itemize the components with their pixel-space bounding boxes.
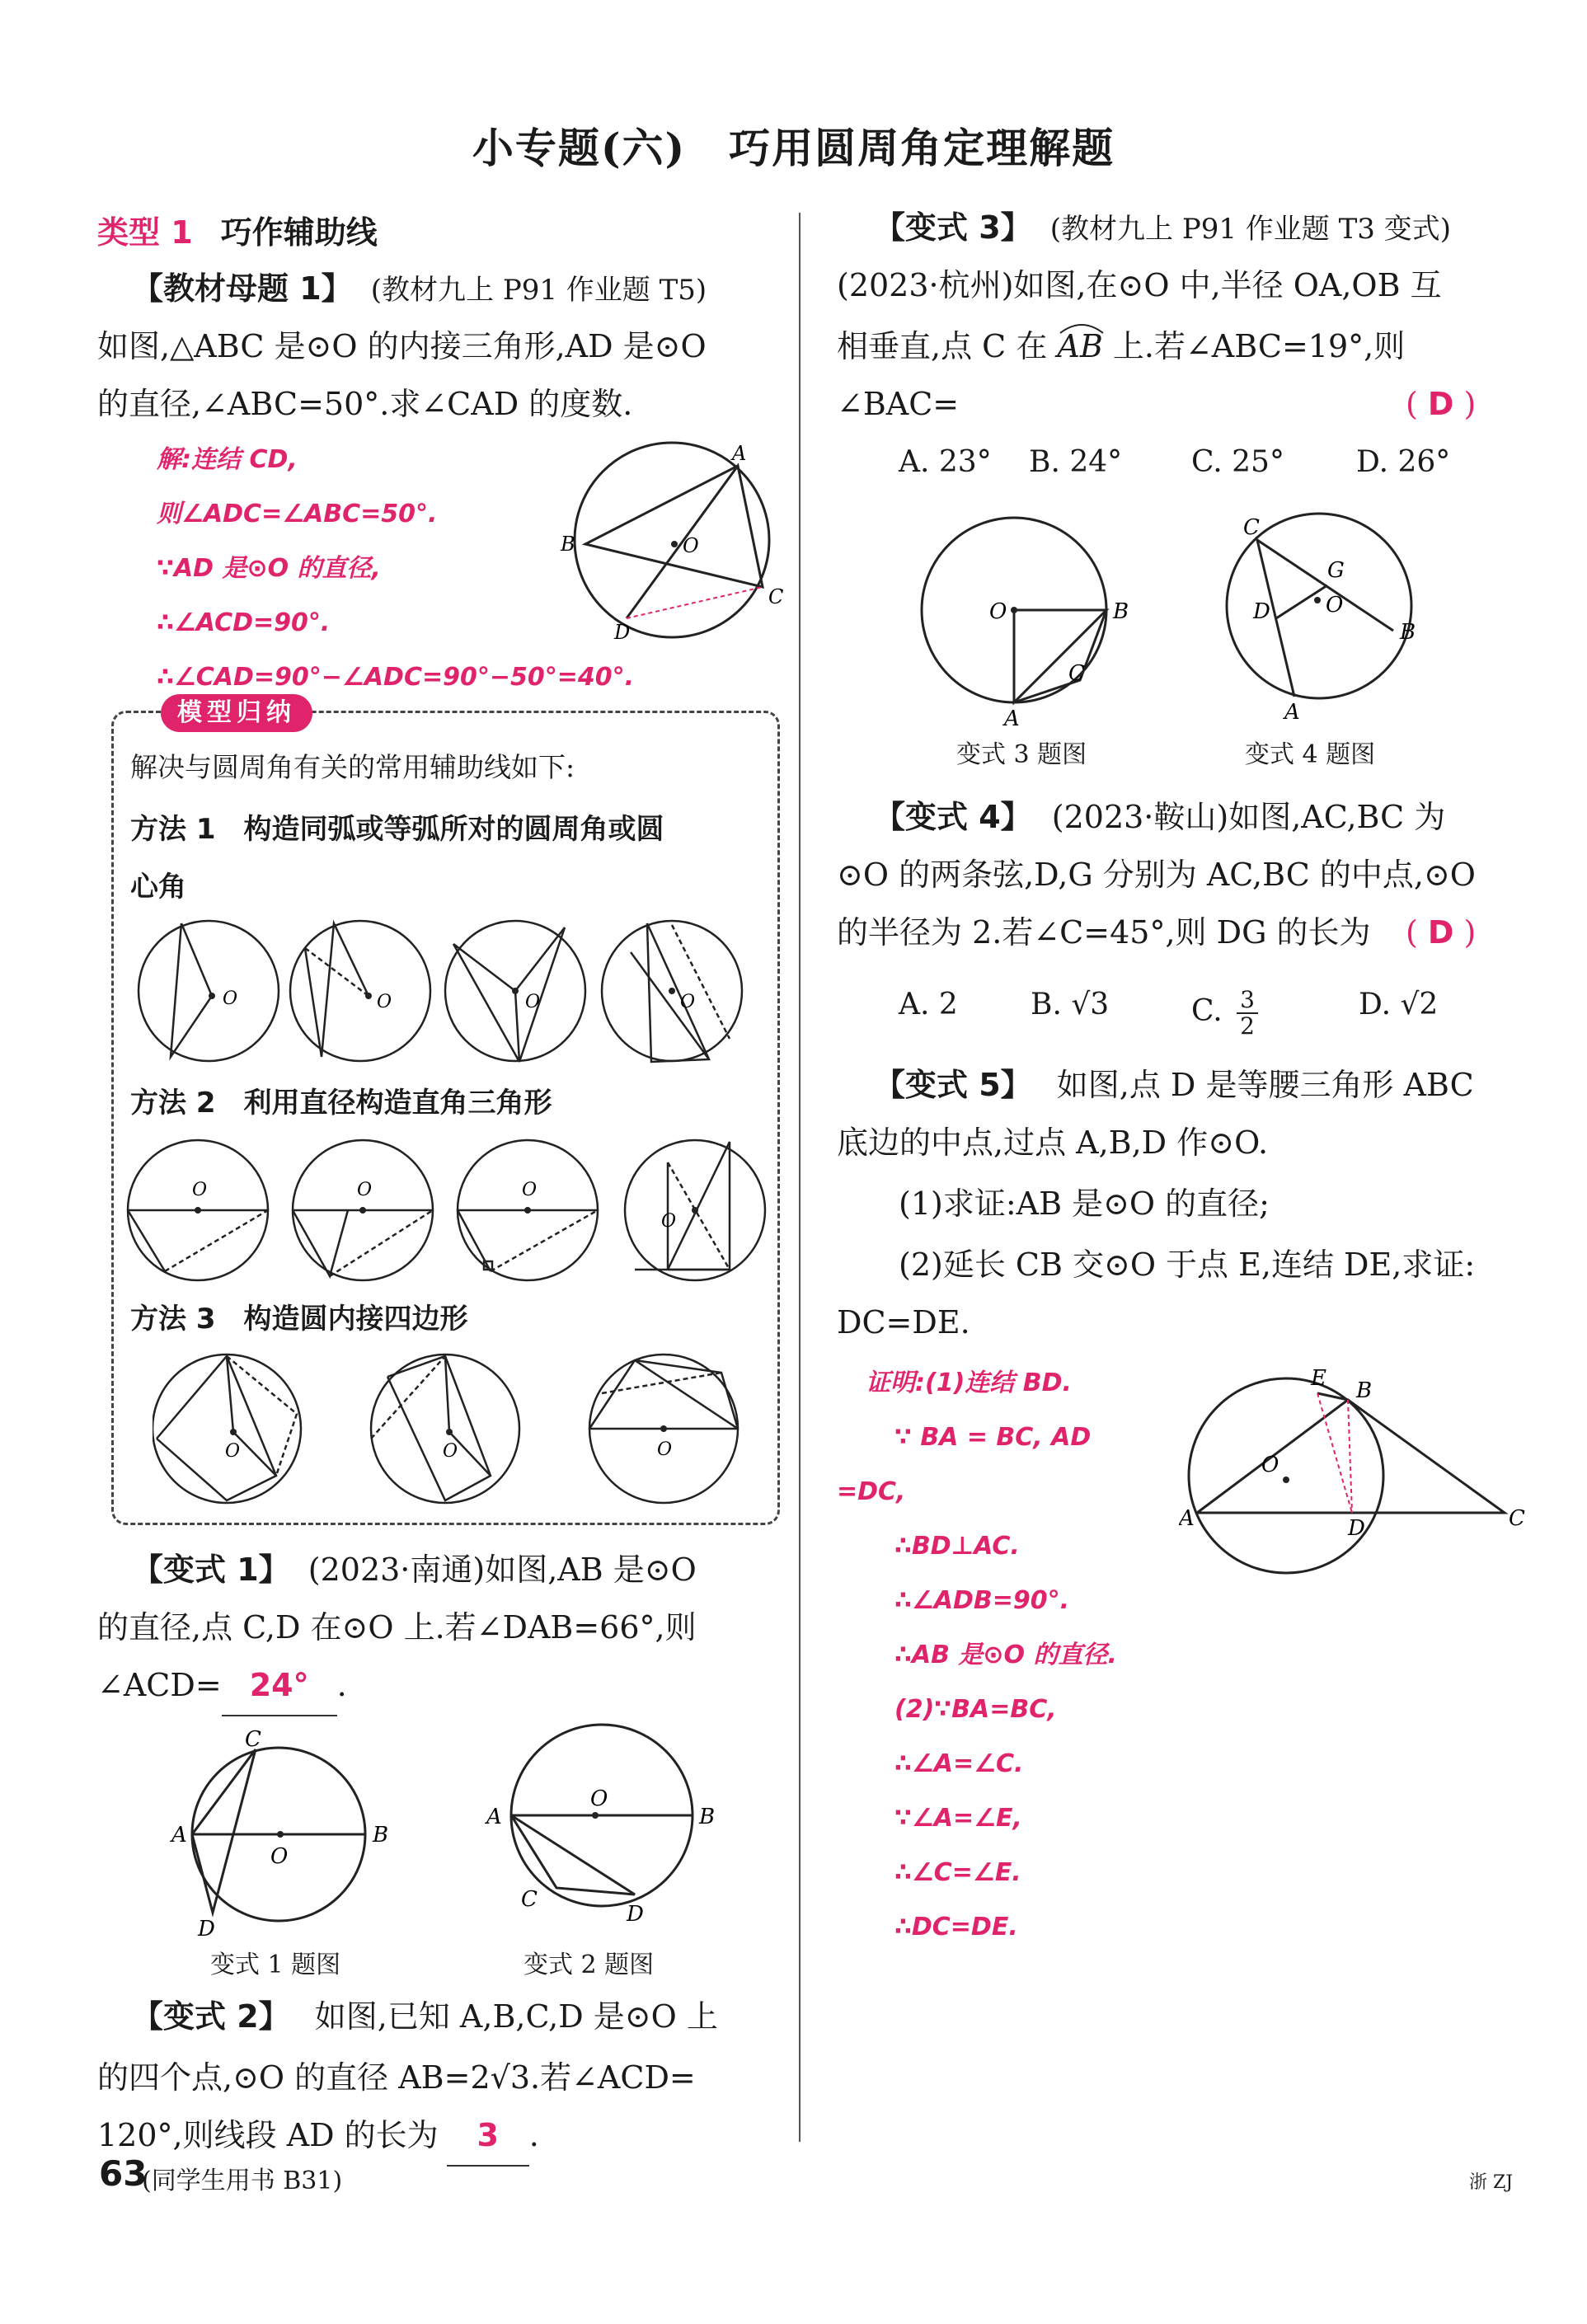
mother-line1: 如图,△ABC 是⊙O 的内接三角形,AD 是⊙O bbox=[97, 328, 707, 364]
solution-line: 则∠ADC=∠ABC=50°. bbox=[157, 500, 438, 528]
method1-line1: 方法 1 构造同弧或等弧所对的圆周角或圆 bbox=[130, 813, 664, 846]
method1-figures bbox=[136, 915, 771, 1072]
type1-heading: 类型 1 巧作辅助线 bbox=[97, 214, 378, 251]
v2-caption: 变式 2 题图 bbox=[524, 1951, 655, 1979]
svg-text:O: O bbox=[377, 992, 392, 1012]
svg-text:O: O bbox=[1261, 1453, 1279, 1477]
v4-option-d: D. √2 bbox=[1359, 988, 1439, 1021]
v2-line2: 的四个点,⊙O 的直径 AB=2√3.若∠ACD= bbox=[97, 2059, 696, 2096]
svg-text:C: C bbox=[1243, 515, 1260, 540]
method1-line2: 心角 bbox=[130, 871, 186, 904]
svg-text:C: C bbox=[1509, 1506, 1525, 1531]
model-intro: 解决与圆周角有关的常用辅助线如下: bbox=[130, 751, 575, 783]
svg-text:B: B bbox=[373, 1823, 389, 1847]
v1-answer: 24° bbox=[222, 1655, 337, 1716]
svg-text:B: B bbox=[1400, 620, 1416, 645]
v5-q2: (2)延长 CB 交⊙O 于点 E,连结 DE,求证: bbox=[899, 1247, 1476, 1283]
mother-heading: 【教材母题 1】 (教材九上 P91 作业题 T5) bbox=[132, 270, 707, 307]
page-number: 63 bbox=[99, 2153, 148, 2194]
v1-line1: 【变式 1】 (2023·南通)如图,AB 是⊙O bbox=[132, 1552, 697, 1588]
v1-figure bbox=[165, 1723, 404, 1937]
svg-text:B: B bbox=[1113, 599, 1129, 624]
svg-text:C: C bbox=[245, 1727, 261, 1752]
v3-option-d: D. 26° bbox=[1356, 445, 1451, 479]
v3-caption: 变式 3 题图 bbox=[956, 740, 1087, 769]
v4-line3: 的半径为 2.若∠C=45°,则 DG 的长为 bbox=[837, 914, 1371, 951]
v5-q2b: DC=DE. bbox=[837, 1304, 970, 1340]
svg-text:O: O bbox=[590, 1786, 608, 1811]
model-badge: 模型归纳 bbox=[161, 694, 312, 732]
method3-figures bbox=[153, 1348, 771, 1513]
svg-text:C: C bbox=[1068, 661, 1085, 686]
solution-line: ∴∠ACD=90°. bbox=[157, 608, 331, 637]
svg-text:O: O bbox=[357, 1180, 373, 1200]
svg-text:A: A bbox=[1179, 1506, 1195, 1531]
svg-text:A: A bbox=[1284, 700, 1300, 725]
method3-line: 方法 3 构造圆内接四边形 bbox=[130, 1303, 468, 1336]
v3-option-b: B. 24° bbox=[1029, 445, 1123, 479]
v5-figure bbox=[1179, 1360, 1525, 1575]
svg-text:D: D bbox=[627, 1902, 644, 1927]
svg-text:O: O bbox=[680, 992, 696, 1012]
svg-text:O: O bbox=[225, 1441, 241, 1462]
svg-text:A: A bbox=[171, 1823, 187, 1847]
frac-3-2: $\frac{3}{2}$ bbox=[1237, 988, 1258, 1039]
mother-line2: 的直径,∠ABC=50°.求∠CAD 的度数. bbox=[97, 386, 633, 422]
v3-figure bbox=[907, 503, 1154, 725]
page-title: 小专题(六) 巧用圆周角定理解题 bbox=[472, 124, 1115, 172]
v5-q1: (1)求证:AB 是⊙O 的直径; bbox=[899, 1185, 1270, 1222]
v3-line1: (2023·杭州)如图,在⊙O 中,半径 OA,OB 互 bbox=[837, 267, 1442, 303]
v2-figure bbox=[478, 1723, 725, 1937]
solution-line: ∵AD 是⊙O 的直径, bbox=[157, 554, 381, 583]
svg-text:E: E bbox=[1311, 1366, 1326, 1391]
svg-text:O: O bbox=[443, 1441, 458, 1462]
v3-option-a: A. 23° bbox=[899, 445, 992, 479]
v4-line2: ⊙O 的两条弦,D,G 分别为 AC,BC 的中点,⊙O bbox=[837, 857, 1476, 893]
svg-text:O: O bbox=[989, 599, 1007, 624]
svg-text:B: B bbox=[699, 1805, 716, 1829]
v4-caption: 变式 4 题图 bbox=[1245, 740, 1376, 769]
v3-heading: 【变式 3】 (教材九上 P91 作业题 T3 变式) bbox=[874, 209, 1451, 246]
v4-option-a: A. 2 bbox=[899, 988, 958, 1021]
v3-answer: D bbox=[1427, 386, 1454, 422]
svg-text:D: D bbox=[1253, 599, 1270, 624]
method2-line: 方法 2 利用直径构造直角三角形 bbox=[130, 1087, 552, 1120]
v3-option-c: C. 25° bbox=[1191, 445, 1284, 479]
column-divider bbox=[799, 213, 801, 2142]
solution-line: 解:连结 CD, bbox=[157, 445, 298, 474]
svg-text:A: A bbox=[1004, 707, 1020, 725]
v4-option-c: C. $\frac{3}{2}$ bbox=[1191, 988, 1258, 1039]
solution-line: ∴∠CAD=90°−∠ADC=90°−50°=40°. bbox=[157, 663, 635, 692]
label-C: C bbox=[768, 585, 784, 608]
v5-line1: 【变式 5】 如图,点 D 是等腰三角形 ABC bbox=[874, 1067, 1474, 1103]
svg-text:D: D bbox=[1348, 1516, 1365, 1541]
svg-text:O: O bbox=[657, 1439, 673, 1460]
v5-proof: 证明:(1)连结 BD. ∵ BA = BC, AD =DC, ∴BD⊥AC. ∴∠ADB=90°. ∴AB 是⊙O 的直径. (2)∵BA=BC, ∴∠A=∠C. ∵∠A=∠E, ∴∠C=∠E. ∴DC=DE. bbox=[837, 1369, 1117, 1941]
v2-line1: 【变式 2】 如图,已知 A,B,C,D 是⊙O 上 bbox=[132, 1998, 718, 2035]
mother-figure bbox=[544, 429, 791, 643]
svg-text:C: C bbox=[521, 1887, 538, 1912]
label-O: O bbox=[683, 534, 699, 557]
method2-figures bbox=[124, 1129, 775, 1294]
v4-answer-bracket: ( D ) bbox=[1406, 914, 1477, 951]
svg-text:O: O bbox=[661, 1211, 677, 1232]
svg-text:O: O bbox=[270, 1844, 289, 1869]
svg-text:D: D bbox=[198, 1917, 215, 1937]
svg-text:B: B bbox=[1356, 1378, 1373, 1403]
v2-line3: 120°,则线段 AD 的长为 3 . bbox=[97, 2106, 539, 2167]
v1-line3: ∠ACD= 24° . bbox=[97, 1655, 347, 1716]
v5-line2: 底边的中点,过点 A,B,D 作⊙O. bbox=[837, 1124, 1269, 1161]
svg-text:G: G bbox=[1327, 558, 1345, 583]
region-mark: 浙 ZJ bbox=[1469, 2172, 1514, 2193]
label-B: B bbox=[561, 533, 575, 556]
v4-option-b: B. √3 bbox=[1031, 988, 1110, 1021]
arc-ab: AB bbox=[1057, 317, 1102, 376]
svg-text:O: O bbox=[522, 1180, 538, 1200]
v3-line3: ∠BAC= bbox=[837, 386, 960, 422]
v4-figure bbox=[1212, 503, 1443, 725]
v3-line2: 相垂直,点 C 在 AB 上.若∠ABC=19°,则 bbox=[837, 317, 1405, 376]
page-note: (同学生用书 B31) bbox=[142, 2167, 343, 2195]
svg-text:A: A bbox=[486, 1805, 502, 1829]
v1-caption: 变式 1 题图 bbox=[210, 1951, 341, 1979]
svg-text:O: O bbox=[223, 988, 238, 1009]
v3-answer-bracket: ( D ) bbox=[1406, 386, 1477, 422]
v1-line2: 的直径,点 C,D 在⊙O 上.若∠DAB=66°,则 bbox=[97, 1609, 697, 1646]
svg-text:O: O bbox=[192, 1180, 208, 1200]
v4-answer: D bbox=[1427, 914, 1454, 951]
svg-text:O: O bbox=[1326, 593, 1344, 617]
v4-line1: 【变式 4】 (2023·鞍山)如图,AC,BC 为 bbox=[874, 799, 1446, 835]
label-D: D bbox=[614, 621, 631, 643]
v2-answer: 3 bbox=[447, 2106, 529, 2167]
svg-text:O: O bbox=[525, 992, 541, 1012]
label-A: A bbox=[732, 442, 747, 465]
